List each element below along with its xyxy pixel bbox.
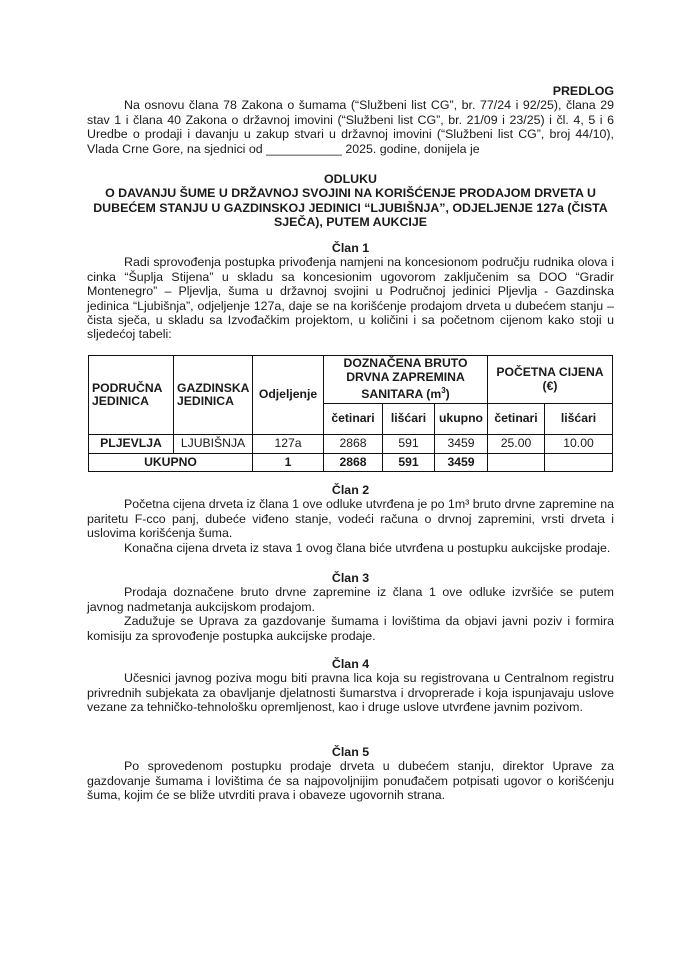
- totals-total: 3459: [435, 454, 488, 472]
- cell-price-broadleaf: 10.00: [545, 435, 613, 454]
- col-unit: PODRUČNA JEDINICA: [89, 356, 174, 435]
- article-4: [87, 657, 614, 715]
- cell-unit: PLJEVLJA: [89, 435, 174, 454]
- article-paragraph: Učesnici javnog poziva mogu biti pravna lica koja su registrovana u Centralnom registru privrednih subjekata za obavljanje djelatnosti šumarstva i drvoprerade i koja ispunjavaju uslove vezane za tehničko-tehnološku opremljenost, kao i druge uslove utvrđene javnim pozivom.: [87, 671, 614, 715]
- article-heading: Član 5: [331, 745, 370, 759]
- totals-row: [89, 454, 613, 472]
- article-3: [87, 571, 614, 643]
- totals-count: 1: [253, 454, 324, 472]
- totals-label: UKUPNO: [89, 454, 253, 472]
- col-department: Odjeljenje: [253, 356, 324, 435]
- totals-empty: [488, 454, 545, 472]
- cell-price-conifer: 25.00: [488, 435, 545, 454]
- sub-price-conifer: četinari: [488, 404, 545, 435]
- volume-unit-sup: 3: [441, 386, 446, 396]
- article-heading: Član 2: [331, 483, 370, 497]
- sub-price-broadleaf: lišćari: [545, 404, 613, 435]
- cell-department: 127a: [253, 435, 324, 454]
- article-paragraph: Prodaja doznačene bruto drvne zapremine iz člana 1 ove odluke izvršiće se putem javnog nadmetanja aukcijskom prodajom.: [87, 585, 614, 614]
- sub-broadleaf: lišćari: [383, 404, 435, 435]
- article-paragraph: Po sprovedenom postupku prodaje drveta u dubećem stanju, direktor Uprave za gazdovanje šumama i lovištima će sa najpovoljnijim ponuđačem potpisati ugovor o korišćenju šuma, kojim će se bliže utvrditi prava i obaveze ugovornih strana.: [87, 759, 614, 803]
- allocation-table: [88, 355, 613, 472]
- col-price-group: POČETNA CIJENA (€): [488, 356, 613, 404]
- title-main: ODLUKU: [324, 172, 377, 186]
- col-volume-group: [324, 356, 488, 404]
- sub-conifer: četinari: [324, 404, 383, 435]
- cell-broadleaf: 591: [383, 435, 435, 454]
- totals-conifer: 2868: [324, 454, 383, 472]
- article-paragraph: Zadužuje se Uprava za gazdovanje šumama i lovištima da objavi javni poziv i formira komisiju za sprovođenje postupka aukcijske prodaje.: [87, 614, 614, 643]
- totals-broadleaf: 591: [383, 454, 435, 472]
- article-paragraph: Početna cijena drveta iz člana 1 ove odluke utvrđena je po 1m³ bruto drvne zapremine na paritetu F-cco panj, dubeće viđeno stanje, vodeći računa o drvnoj zapremini, vrsti drveta i uslovima korišćenja šuma.: [87, 497, 614, 541]
- document-header: [87, 84, 614, 156]
- article-paragraph: Radi sprovođenja postupka privođenja namjeni na koncesionom području rudnika olova i cinka “Šuplja Stijena” u skladu sa koncesionim ugovorom zaključenim sa DOO “Gradir Montenegro” – Pljevlja, šuma u državnoj svojini u Područnoj jedinici Pljevlja - Gazdinska jedinica “Ljubišnja”, odjeljenje 127a, daje se na korišćenje prodajom drveta u dubećem stanju – čista sječa, u skladu sa Izvođačkim projektom, u količini i sa početnom cijenom kako stoji u sljedećoj tabeli:: [87, 255, 614, 342]
- cell-management-unit: LJUBIŠNJA: [174, 435, 253, 454]
- article-heading: Član 4: [331, 657, 370, 671]
- article-heading: Član 3: [331, 571, 370, 585]
- article-paragraph: Konačna cijena drveta iz stava 1 ovog člana biće utvrđena u postupku aukcijske prodaje.: [124, 540, 611, 555]
- totals-empty: [545, 454, 613, 472]
- sub-total: ukupno: [435, 404, 488, 435]
- article-2: [87, 483, 614, 555]
- article-1: [87, 241, 614, 342]
- cell-conifer: 2868: [324, 435, 383, 454]
- cell-total: 3459: [435, 435, 488, 454]
- col-management-unit: GAZDINSKA JEDINICA: [174, 356, 253, 435]
- draft-label: PREDLOG: [552, 84, 614, 98]
- preamble: Na osnovu člana 78 Zakona o šumama (“Službeni list CG”, br. 77/24 i 92/25), člana 29 stav 1 i člana 40 Zakona o državnoj imovini (“Službeni list CG”, br. 21/09 i 23/25) i čl. 4, 5 i 6 Uredbe o prodaji i davanju u zakup stvari u državnoj imovini (“Službeni list CG”, broj 44/10), Vlada Crne Gore, na sjednici od ___________ 2025. godine, donijela je: [87, 98, 614, 156]
- decision-title: [87, 172, 614, 230]
- volume-group-label: DOZNAČENA BRUTO DRVNA ZAPREMINA SANITARA (m: [343, 356, 468, 402]
- article-5: [87, 745, 614, 803]
- volume-close: ): [445, 387, 450, 402]
- article-heading: Član 1: [331, 241, 370, 255]
- title-subtitle: O DAVANJU ŠUME U DRŽAVNOJ SVOJINI NA KORIŠĆENJE PRODAJOM DRVETA U DUBEĆEM STANJU U GAZDINSKOJ JEDINICI “LJUBIŠNJA”, ODJELJENJE 127a (ČISTA SJEČA), PUTEM AUKCIJE: [93, 186, 608, 230]
- table-row: [89, 435, 613, 454]
